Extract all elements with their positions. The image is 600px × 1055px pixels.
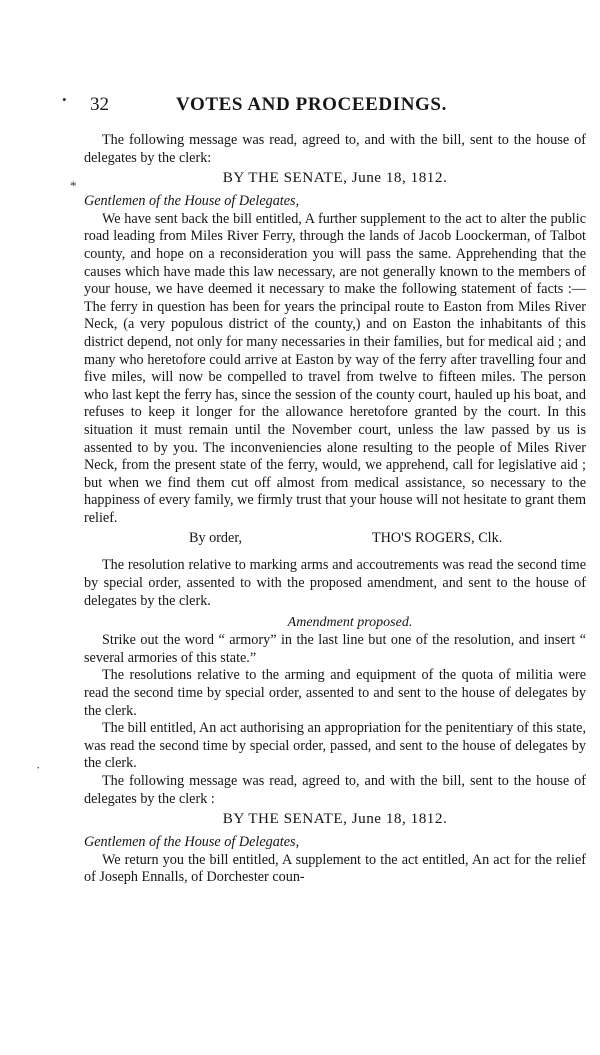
ink-speck: •: [62, 92, 67, 107]
by-order: By order,: [189, 530, 243, 547]
resolution-marking-arms: The resolution relative to marking arms and accoutrements was read the second time by special order, assented to with the proposed amendment, and sent to the house of delegates by the clerk.: [84, 557, 586, 609]
amendment-text: Strike out the word “ armory” in the last line but one of the resolution, and insert “ several armories of this state.”: [84, 632, 586, 666]
message-body: We have sent back the bill entitled, A further supplement to the act to alter the public road leading from Miles River Ferry, through the lands of Jacob Loockerman, of Talbot county, and hope on a reconsideration you will pass the same. Apprehending that the causes which have made this law necessary, are not generally known to the members of your house, we have deemed it necessary to make the following statement of facts :—The ferry in question has been for years the principal route to Easton from Miles River Neck, (a very populous district of the county,) and on Easton the inhabitants of this district depend, not only for many necessaries in their families, but for medical aid ; and many who heretofore could arrive at Easton by way of the ferry after travelling four and five miles, will now be compelled to travel from twelve to fifteen miles. The person who last kept the ferry has, since the session of the county court, hauled up his boat, and refuses to keep it longer for the allowance heretofore granted by the court. In this situation it must remain until the November court, unless the law passed by us is assented to by you. The inconveniencies alone resulting to the people of Miles River Neck, from the present state of the ferry, would, we apprehend, call for legislative aid ; but when we find them cut off almost from medical assistance, so necessary to the happiness of every family, we firmly trust that your house will not hesitate to grant them relief.: [84, 210, 586, 526]
page-number: 32: [90, 94, 109, 115]
message-body-2: We return you the bill entitled, A supplement to the act entitled, An act for the relief of Joseph Ennalls, of Dorchester coun-: [84, 851, 586, 886]
resolution-militia: The resolutions relative to the arming and equipment of the quota of militia were read the second time by special order, assented to and sent to the house of delegates by the clerk.: [84, 667, 586, 719]
senate-heading: BY THE SENATE, June 18, 1812.: [222, 169, 448, 187]
amendment-title: Amendment proposed.: [287, 615, 413, 631]
clerk-signature: THO'S ROGERS, Clk.: [372, 530, 503, 547]
message-intro: The following message was read, agreed to, and with the bill, sent to the house of delegates by the clerk:: [84, 132, 586, 166]
ink-speck: *: [70, 178, 77, 193]
bill-penitentiary: The bill entitled, An act authorising an appropriation for the penitentiary of this state, was read the second time by special order, passed, and sent to the house of delegates by the clerk.: [84, 720, 586, 772]
running-head: VOTES AND PROCEEDINGS.: [176, 94, 447, 115]
signature-line: [84, 529, 586, 547]
ink-speck: ·: [36, 760, 41, 775]
page-header: [84, 94, 586, 120]
salutation: Gentlemen of the House of Delegates,: [84, 193, 300, 210]
message-intro-2: The following message was read, agreed to, and with the bill, sent to the house of delegates by the clerk :: [84, 773, 586, 807]
senate-heading-2: BY THE SENATE, June 18, 1812.: [222, 810, 448, 828]
salutation-2: Gentlemen of the House of Delegates,: [84, 834, 300, 851]
